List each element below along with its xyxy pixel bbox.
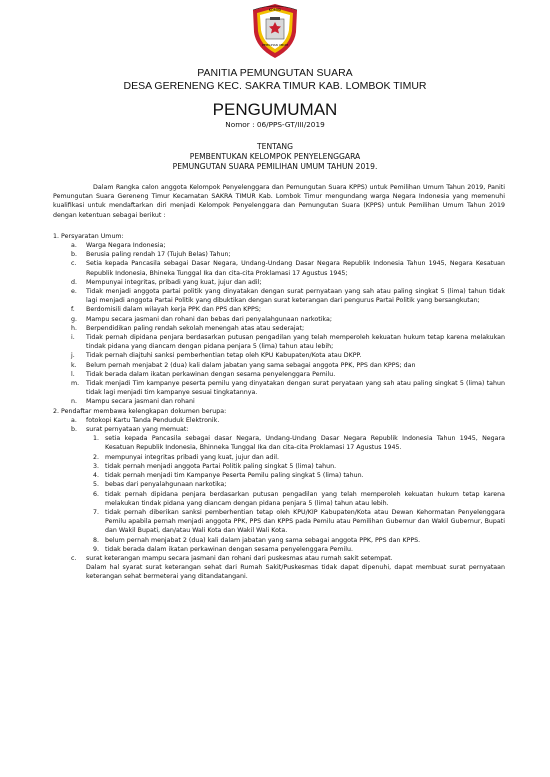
- list-item-text: Mempunyai integritas, pribadi yang kuat, jujur dan adil;: [86, 278, 262, 286]
- list-item-text: tidak pernah diberikan sanksi pemberhentian tetap oleh KPU/KIP Kabupaten/Kota atau Dewan Kehormatan Penyelenggara Pemilu apabila pernah menjadi anggota PPK, PPS dan KPPS pada Pemilu atau Pemilihan Gubernur dan Wakil Gubernur, Bupati dan Wakil Bupati, dan/atau Wali Kota dan Wakil Wali Kota.: [105, 508, 505, 535]
- list-marker: f.: [71, 306, 75, 314]
- list-item: [53, 259, 505, 277]
- header-line-2: DESA GERENENG KEC. SAKRA TIMUR KAB. LOMBOK TIMUR: [123, 80, 427, 92]
- list-item: [53, 315, 505, 324]
- section-2: [53, 407, 505, 582]
- subject-line-1: TENTANG: [257, 142, 293, 151]
- logo-text-bottom: PEMILIHAN UMUM: [262, 43, 288, 47]
- list-item: [53, 536, 505, 545]
- list-marker: 2.: [93, 453, 100, 461]
- list-item: [53, 250, 505, 259]
- list-marker: k.: [71, 361, 77, 369]
- list-item-text: Berusia paling rendah 17 (Tujuh Belas) Tahun;: [86, 251, 231, 259]
- section-number: 2.: [53, 407, 60, 415]
- list-marker: 4.: [93, 472, 100, 480]
- list-item: [53, 462, 505, 471]
- list-marker: j.: [71, 352, 75, 360]
- list-item-text: tidak pernah menjadi tim Kampanye Peserta Pemilu paling singkat 5 (lima) tahun.: [105, 472, 364, 480]
- header-line-1: PANITIA PEMUNGUTAN SUARA: [197, 67, 353, 79]
- list-item: a. fotokopi Kartu Tanda Penduduk Elektronik.: [71, 416, 220, 424]
- list-item: [53, 471, 505, 480]
- subject-line-3: PEMUNGUTAN SUARA PEMILIHAN UMUM TAHUN 2019.: [172, 162, 378, 171]
- section-title: Persyaratan Umum:: [61, 232, 124, 240]
- requirements-list: [53, 241, 505, 407]
- list-marker: c.: [71, 260, 77, 268]
- list-item-text: Belum pernah menjabat 2 (dua) kali dalam jabatan yang sama sebagai anggota PPK, PPS dan KPPS; dan: [86, 361, 416, 369]
- list-marker: l.: [71, 370, 75, 378]
- list-marker: 1.: [93, 435, 100, 443]
- documents-list-c: [53, 554, 505, 563]
- list-item: [53, 397, 505, 406]
- list-item-text: Tidak pernah diajtuhi sanksi pemberhentian tetap oleh KPU Kabupaten/Kota atau DKPP.: [86, 352, 362, 360]
- list-item: [53, 278, 505, 287]
- list-item: b. surat pernyataan yang memuat:: [71, 426, 189, 434]
- list-marker: m.: [71, 380, 80, 388]
- list-marker: 6.: [93, 490, 100, 498]
- list-item: [53, 333, 505, 351]
- list-item: [53, 545, 505, 554]
- list-marker: 3.: [93, 462, 100, 470]
- list-item-text: tidak pernah menjadi anggota Partai Politik paling singkat 5 (lima) tahun.: [105, 462, 337, 470]
- list-item-text: tidak berada dalam ikatan perkawinan dengan sesama penyelenggara Pemilu.: [105, 545, 354, 553]
- documents-list: [53, 416, 505, 434]
- list-item: [53, 370, 505, 379]
- document-number: Nomor : 06/PPS-GT/III/2019: [225, 120, 325, 129]
- list-item: [53, 241, 505, 250]
- list-item-text: Warga Negara Indonesia;: [86, 242, 166, 250]
- list-marker: n.: [71, 398, 77, 406]
- list-marker: d.: [71, 278, 77, 286]
- list-item: [53, 305, 505, 314]
- section-2-heading: [53, 407, 505, 416]
- list-item: [53, 508, 505, 536]
- list-item-text: Berpendidikan paling rendah sekolah menengah atas atau sederajat;: [86, 324, 305, 332]
- list-marker: 5.: [93, 481, 100, 489]
- statement-list: [53, 434, 505, 554]
- list-item: [53, 351, 505, 360]
- list-item-text: Tidak menjadi anggota partai politik yang dinyatakan dengan surat pernyataan yang sah atau paling singkat 5 (lima) tahun tidak lagi menjadi anggota Partai Politik yang dibuktikan dengan surat keterangan dari pengurus Partai Politik yang bersangkutan;: [86, 288, 505, 305]
- list-item: [53, 324, 505, 333]
- logo-text-top: KOMISI: [268, 8, 282, 12]
- section-1-heading: [53, 232, 505, 241]
- list-marker: g.: [71, 315, 77, 323]
- list-item-text: Setia kepada Pancasila sebagai Dasar Negara, Undang-Undang Dasar Negara Republik Indonesia Tahun 1945, Negara Kesatuan Republik Indonesia, Bhineka Tunggal Ika dan cita-cita Proklamasi 17 Agustus 1945;: [86, 260, 505, 277]
- list-item: [53, 480, 505, 489]
- kpu-logo-icon: [247, 2, 303, 60]
- section-title: Pendaftar membawa kelengkapan dokumen berupa:: [61, 407, 227, 415]
- list-item-text: Mampu secara jasmani dan rohani: [86, 398, 195, 406]
- list-item-text: Berdomisili dalam wilayah kerja PPK dan PPS dan KPPS;: [86, 306, 261, 314]
- list-item-text: Tidak pernah dipidana penjara berdasarkan putusan pengadilan yang telah memperoleh kekuatan hukum tetap karena melakukan tindak pidana yang diancam dengan pidana penjara 5 (lima) tahun atau lebih;: [86, 334, 505, 351]
- list-item-text: Mampu secara jasmani dan rohani dan bebas dari penyalahgunaan narkotika;: [86, 315, 332, 323]
- list-marker: e.: [71, 288, 77, 296]
- health-note: Dalam hal syarat surat keterangan sehat dari Rumah Sakit/Puskesmas tidak dapat dipenuhi, dapat membuat surat pernyataan keterangan sehat bermeterai yang ditandatangani.: [86, 564, 505, 581]
- list-marker: b.: [71, 251, 77, 259]
- list-marker: 7.: [93, 508, 100, 516]
- list-item-text: Tidak berada dalam ikatan perkawinan dengan sesama penyelenggara Pemilu.: [86, 370, 336, 378]
- list-item: [53, 379, 505, 397]
- list-item: [53, 434, 505, 452]
- document-title: PENGUMUMAN: [212, 100, 338, 119]
- list-item-text: belum pernah menjabat 2 (dua) kali dalam jabatan yang sama sebagai anggota PPK, PPS dan KPPS.: [105, 536, 421, 544]
- list-item: c. surat keterangan mampu secara jasmani dan rohani dari puskesmas atau rumah sakit setempat.: [71, 554, 393, 562]
- list-item: [53, 490, 505, 508]
- section-1: [53, 232, 505, 407]
- document-body: [53, 183, 505, 582]
- list-marker: a.: [71, 242, 77, 250]
- intro-paragraph: Dalam Rangka calon anggota Kelompok Penyelenggara dan Pemungutan Suara KPPS) untuk Pemilihan Umum Tahun 2019, Paniti Pemungutan Suara Gereneng Timur Kecamatan SAKRA TIMUR Kab. Lombok Timur mengundang warga Negara Indonesia yang memenuhi kualifikasi untuk mendaftarkan diri menjadi Kelompok Penyelenggara dan Pemungutan Suara (KPPS) untuk Pemilihan Umum Tahun 2019 dengan ketentuan sebagai berikut :: [53, 184, 505, 219]
- list-marker: 9.: [93, 545, 100, 553]
- list-item-text: tidak pernah dipidana penjara berdasarkan putusan pengadilan yang telah memperoleh kekuatan hukum tetap karena melakukan tindak pidana yang diancam dengan pidana penjara 5 (lima) tahun atau lebih.: [105, 490, 505, 507]
- list-marker: 8.: [93, 536, 100, 544]
- list-item: [53, 287, 505, 305]
- list-marker: h.: [71, 324, 77, 332]
- list-item-text: Tidak menjadi Tim kampanye peserta pemilu yang dinyatakan dengan surat peryataan yang sah atau paling singkat 5 (lima) tahun tidak lagi menjadi tim kampanye sesuai tingkatannya.: [86, 380, 505, 397]
- list-item-text: setia kepada Pancasila sebagai dasar Negara, Undang-Undang Dasar Negara Republik Indonesia Tahun 1945, Negara Kesatuan Republik Indonesia, Bhinneka Tunggal Ika dan cita-cita Proklamasi 17 Agustus 1945.: [105, 435, 505, 452]
- list-item-text: bebas dari penyalahgunaan narkotika;: [105, 481, 227, 489]
- list-item-text: mempunyai integritas pribadi yang kuat, jujur dan adil.: [105, 453, 280, 461]
- list-item: [53, 361, 505, 370]
- list-marker: i.: [71, 334, 75, 342]
- list-item: [53, 453, 505, 462]
- subject-line-2: PEMBENTUKAN KELOMPOK PENYELENGGARA: [189, 152, 361, 161]
- section-number: 1.: [53, 232, 60, 240]
